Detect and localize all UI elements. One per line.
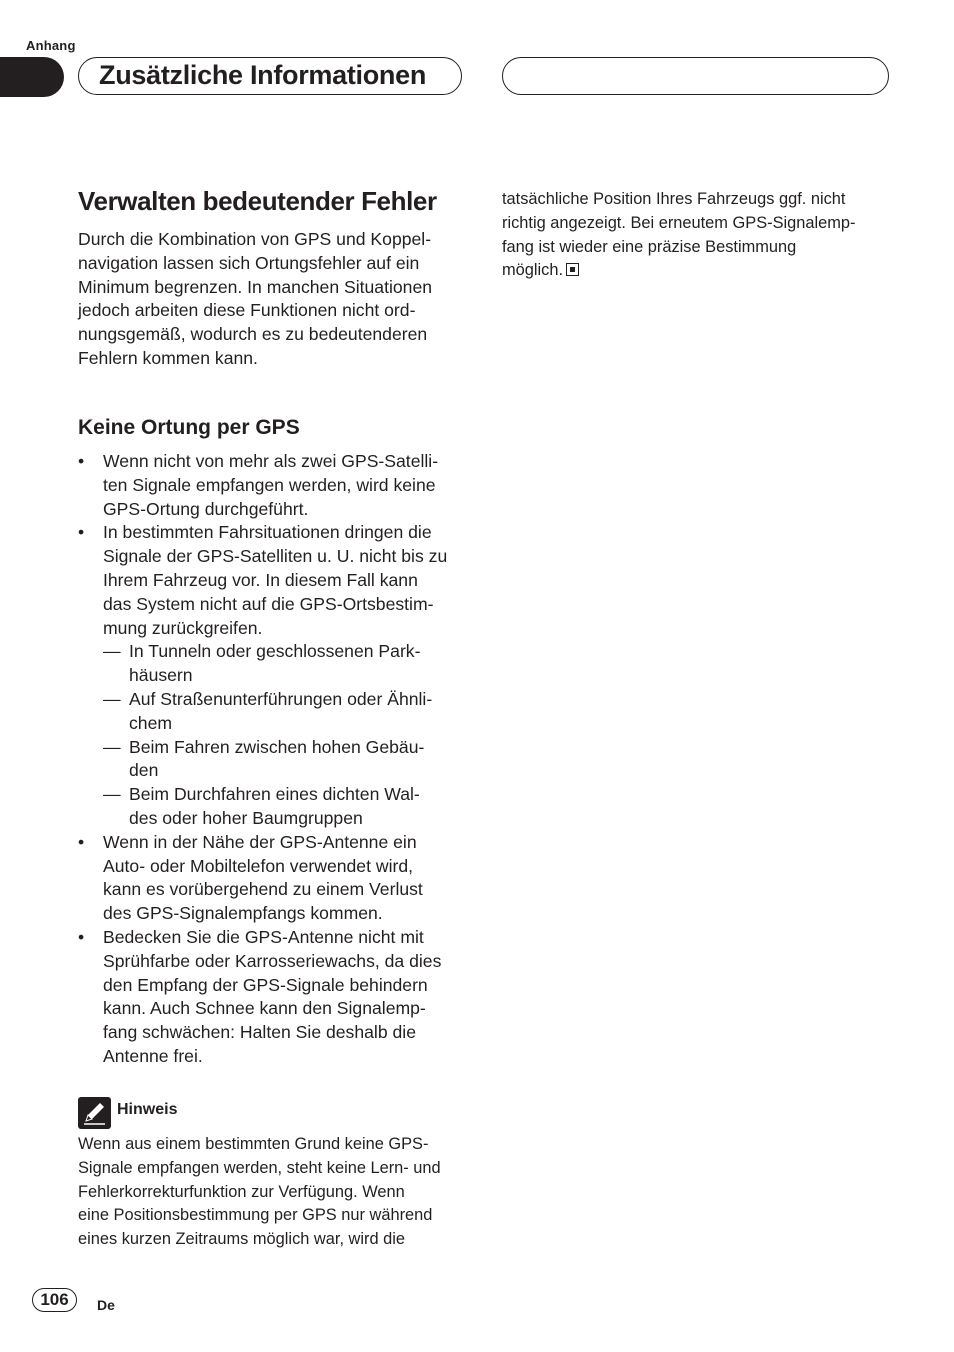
text-line: fang ist wieder eine präzise Bestimmung	[502, 237, 797, 256]
text-line: Wenn aus einem bestimmten Grund keine GPS-	[78, 1135, 429, 1153]
page-number: 106	[32, 1288, 77, 1312]
bullet-icon: •	[78, 451, 85, 471]
section-tab-marker	[0, 57, 64, 97]
header-empty-box	[502, 57, 889, 95]
text-line: Wenn nicht von mehr als zwei GPS-Satelli-	[103, 451, 439, 471]
text-line: den	[129, 760, 159, 781]
text-line: Wenn in der Nähe der GPS-Antenne ein	[103, 831, 417, 852]
text-line: Ihrem Fahrzeug vor. In diesem Fall kann	[103, 569, 418, 590]
list-item	[78, 450, 478, 521]
text-line: Auto- oder Mobiltelefon verwendet wird,	[103, 855, 414, 876]
text-line: tatsächliche Position Ihres Fahrzeugs ggf. nicht	[502, 190, 846, 208]
text-line: kann. Auch Schnee kann den Signalemp-	[103, 998, 426, 1019]
text-line: eine Positionsbestimmung per GPS nur während	[78, 1206, 433, 1225]
dash-icon: —	[103, 688, 121, 709]
text-line: Auf Straßenunterführungen oder Ähnli-	[129, 688, 433, 709]
intro-paragraph	[78, 228, 432, 371]
pencil-note-icon	[78, 1097, 111, 1129]
section-label: Anhang	[26, 38, 76, 53]
text-line: mung zurückgreifen.	[103, 617, 263, 638]
text-line-last	[502, 259, 856, 283]
dash-icon: —	[103, 736, 121, 757]
sub-list-item	[103, 688, 478, 736]
list-item	[78, 831, 478, 926]
list-item	[78, 521, 478, 830]
text-line: In Tunneln oder geschlossenen Park-	[129, 641, 421, 662]
sub-list-item	[103, 783, 478, 831]
text-line: Beim Durchfahren eines dichten Wal-	[129, 784, 420, 805]
text-line: Durch die Kombination von GPS und Koppel-	[78, 229, 432, 249]
text-line: das System nicht auf die GPS-Ortsbestim-	[103, 593, 434, 614]
text-line: Beim Fahren zwischen hohen Gebäu-	[129, 736, 425, 757]
text-line: Antenne frei.	[103, 1045, 203, 1066]
text-line: Signale empfangen werden, steht keine Lern- und	[78, 1158, 441, 1177]
text-line: navigation lassen sich Ortungsfehler auf ein	[78, 252, 420, 273]
sub-list-item	[103, 640, 478, 688]
subsection-heading: Keine Ortung per GPS	[78, 416, 300, 439]
text-line: jedoch arbeiten diese Funktionen nicht ord-	[78, 300, 416, 321]
list-item	[78, 926, 478, 1069]
bullet-icon: •	[78, 926, 85, 947]
text-line: chem	[129, 712, 173, 733]
text-line: In bestimmten Fahrsituationen dringen die	[103, 522, 432, 543]
text-line: ten Signale empfangen werden, wird keine	[103, 474, 436, 495]
bullet-list	[78, 450, 478, 1069]
text-line: richtig angezeigt. Bei erneutem GPS-Signalemp-	[502, 213, 856, 232]
text-line: Sprühfarbe oder Karrosseriewachs, da dies	[103, 950, 442, 971]
bullet-icon: •	[78, 522, 85, 543]
text-line-content: möglich.	[502, 261, 564, 280]
chapter-title-box	[78, 57, 462, 95]
text-line: eines kurzen Zeitraums möglich war, wird die	[78, 1230, 406, 1249]
dash-icon: —	[103, 641, 121, 662]
end-of-section-icon	[566, 263, 579, 276]
text-line: häusern	[129, 665, 193, 686]
text-line: Signale der GPS-Satelliten u. U. nicht bis zu	[103, 546, 448, 567]
text-line: Fehlern kommen kann.	[78, 347, 258, 368]
text-line: GPS-Ortung durchgeführt.	[103, 498, 309, 519]
text-line: des oder hoher Baumgruppen	[129, 807, 363, 828]
text-line: Bedecken Sie die GPS-Antenne nicht mit	[103, 926, 424, 947]
text-line: des GPS-Signalempfangs kommen.	[103, 903, 383, 924]
text-line: Fehlerkorrekturfunktion zur Verfügung. Wenn	[78, 1182, 405, 1201]
text-line: Minimum begrenzen. In manchen Situationen	[78, 276, 433, 297]
bullet-icon: •	[78, 831, 85, 852]
text-line: den Empfang der GPS-Signale behindern	[103, 974, 428, 995]
text-line: nungsgemäß, wodurch es zu bedeutenderen	[78, 324, 428, 345]
text-line: kann es vorübergehend zu einem Verlust	[103, 879, 423, 900]
chapter-title: Zusätzliche Informationen	[99, 60, 427, 90]
sub-list-item	[103, 736, 478, 784]
text-line: fang schwächen: Halten Sie deshalb die	[103, 1022, 416, 1043]
section-heading: Verwalten bedeutender Fehler	[78, 186, 437, 216]
continued-paragraph	[502, 188, 856, 283]
note-label: Hinweis	[117, 1101, 178, 1118]
note-paragraph	[78, 1133, 441, 1252]
language-code: De	[97, 1297, 115, 1313]
dash-icon: —	[103, 784, 121, 805]
